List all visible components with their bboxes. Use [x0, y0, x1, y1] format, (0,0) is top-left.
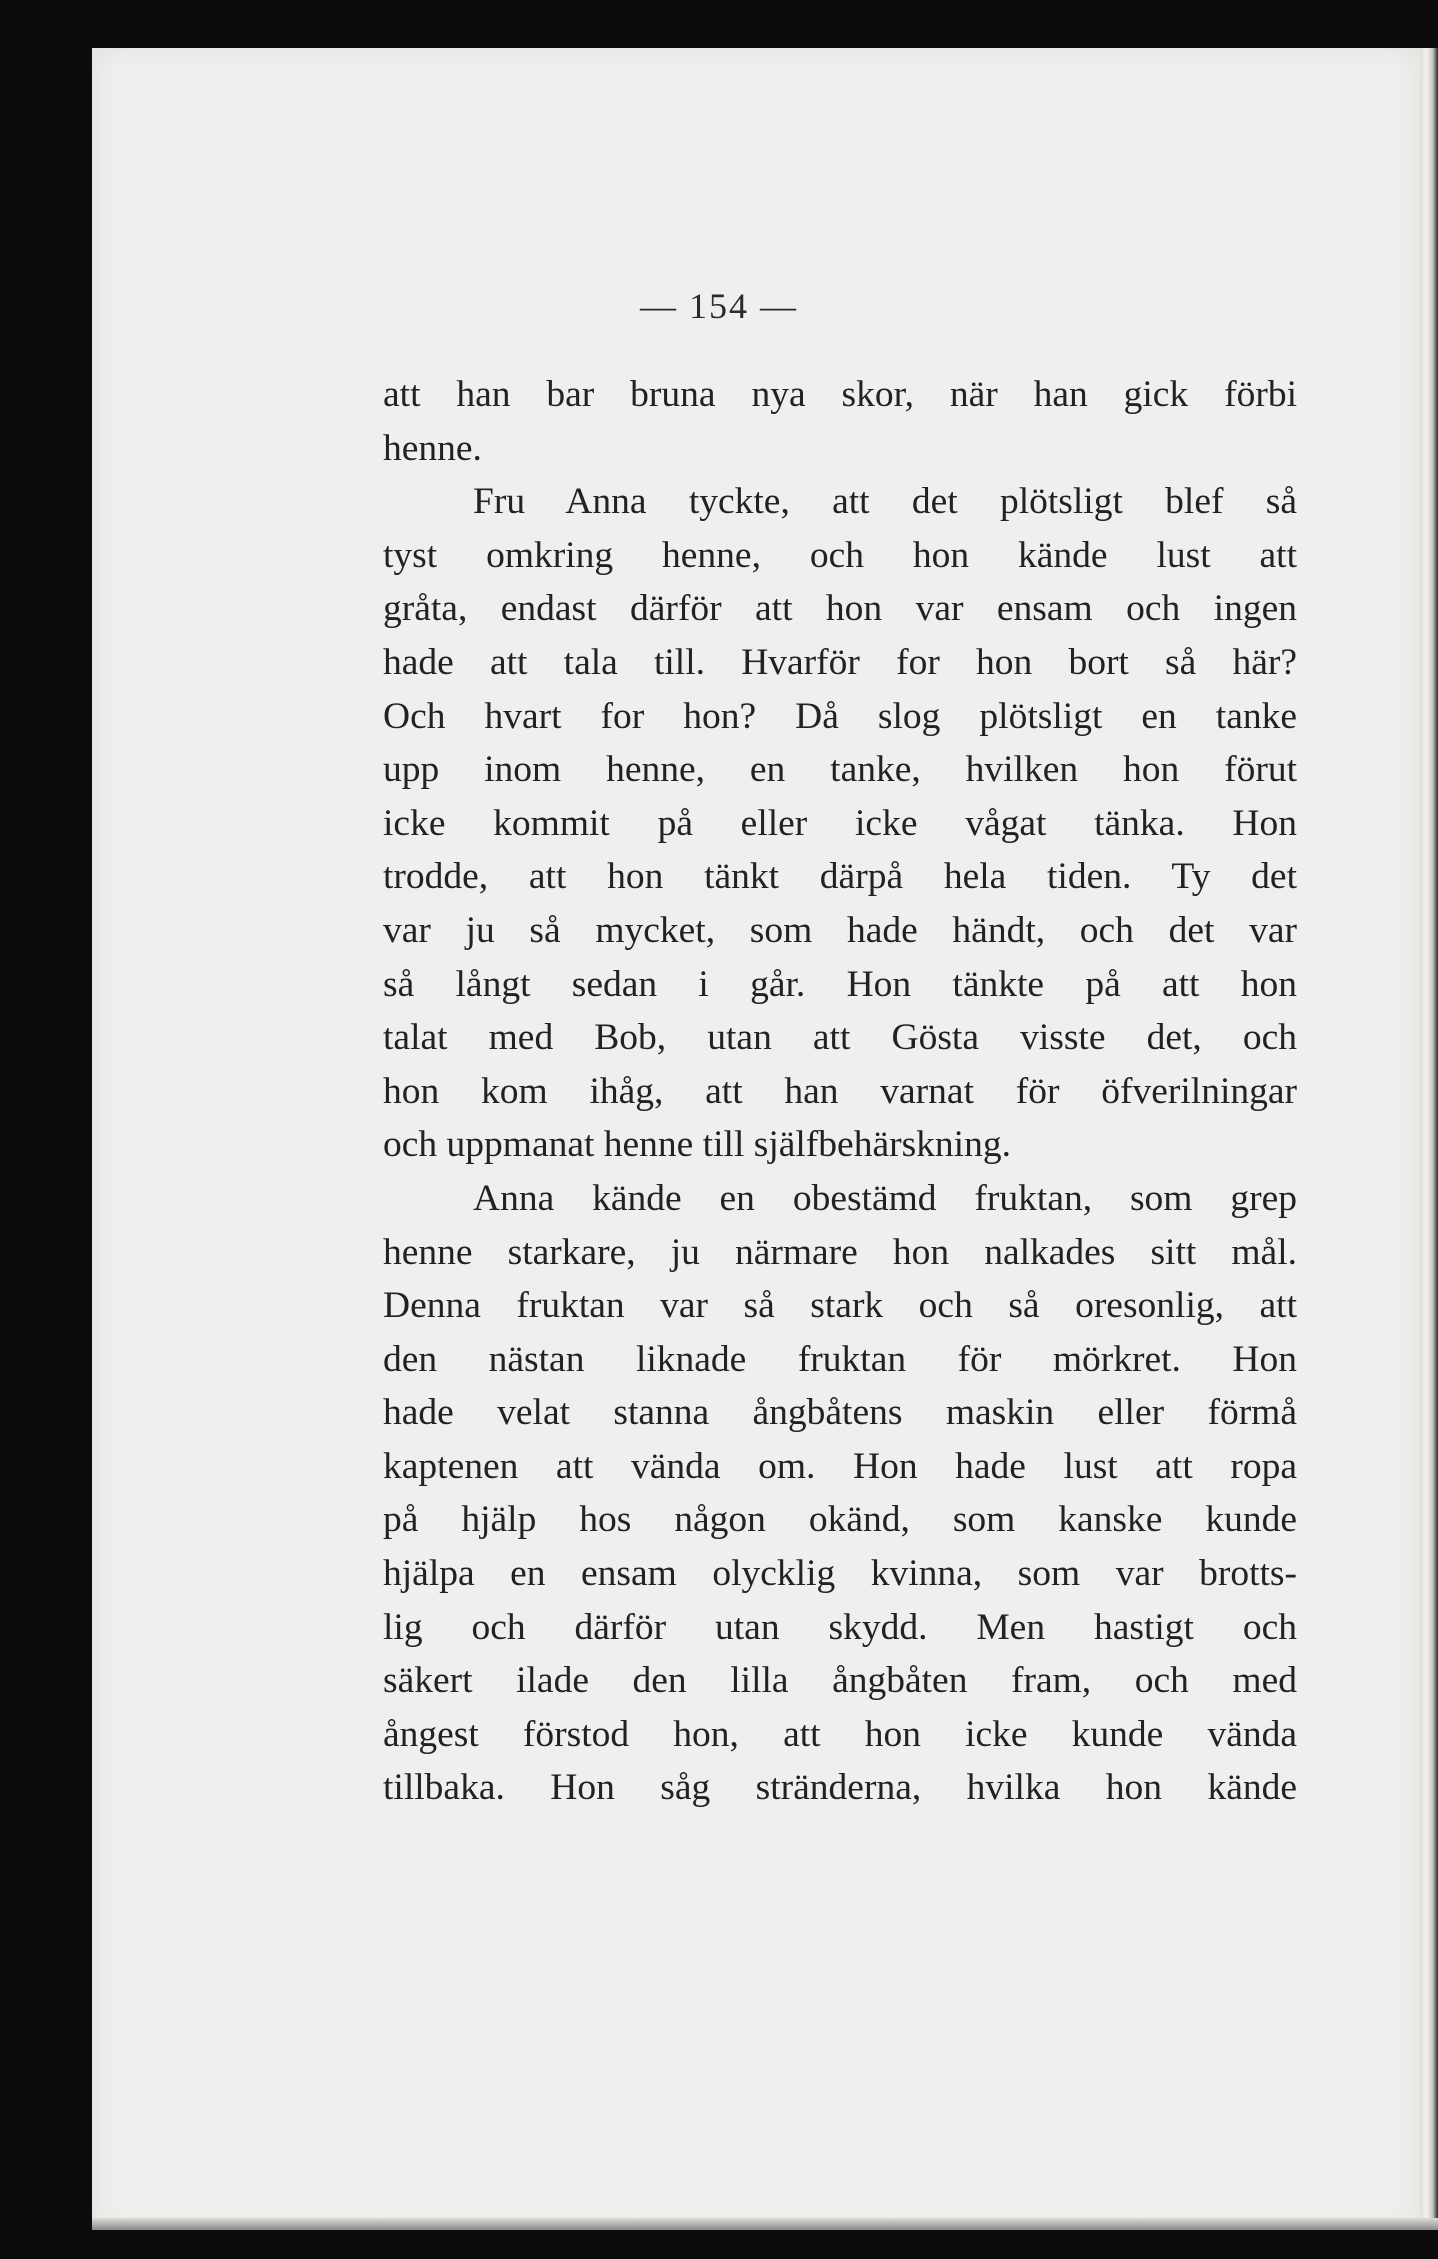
text-line: på hjälp hos någon okänd, som kanske kunde — [383, 1499, 1297, 1541]
text-line: kaptenen att vända om. Hon hade lust att ropa — [383, 1445, 1297, 1487]
text-line: henne starkare, ju närmare hon nalkades sitt mål. — [383, 1231, 1297, 1273]
text-line: och uppmanat henne till själfbehärskning. — [383, 1124, 1011, 1166]
text-line: Fru Anna tyckte, att det plötsligt blef så — [473, 481, 1297, 523]
text-line: Anna kände en obestämd fruktan, som grep — [473, 1177, 1297, 1219]
text-line: gråta, endast därför att hon var ensam och ingen — [383, 588, 1297, 630]
text-line: var ju så mycket, som hade händt, och det var — [383, 909, 1297, 951]
text-line: säkert ilade den lilla ångbåten fram, och med — [383, 1660, 1297, 1702]
text-line: lig och därför utan skydd. Men hastigt och — [383, 1606, 1297, 1648]
text-line: Denna fruktan var så stark och så oresonlig, att — [383, 1285, 1297, 1327]
text-line: ångest förstod hon, att hon icke kunde vända — [383, 1713, 1297, 1755]
text-line: icke kommit på eller icke vågat tänka. Hon — [383, 802, 1297, 844]
page-number-header: — 154 — — [640, 286, 798, 326]
text-line: hon kom ihåg, att han varnat för öfverilningar — [383, 1070, 1297, 1112]
text-line: så långt sedan i går. Hon tänkte på att hon — [383, 963, 1297, 1005]
text-line: hjälpa en ensam olycklig kvinna, som var brotts- — [383, 1553, 1297, 1595]
page-edge-strip — [1420, 48, 1438, 2230]
text-line: den nästan liknade fruktan för mörkret. Hon — [383, 1338, 1297, 1380]
text-line: att han bar bruna nya skor, när han gick förbi — [383, 374, 1297, 415]
text-line: upp inom henne, en tanke, hvilken hon förut — [383, 749, 1297, 791]
text-line: tyst omkring henne, och hon kände lust att — [383, 534, 1297, 576]
text-line: tillbaka. Hon såg stränderna, hvilka hon kände — [383, 1767, 1297, 1809]
text-line: trodde, att hon tänkt därpå hela tiden. Ty det — [383, 856, 1297, 898]
text-line: hade velat stanna ångbåtens maskin eller förmå — [383, 1392, 1297, 1434]
text-line: Och hvart for hon? Då slog plötsligt en tanke — [383, 695, 1297, 737]
body-text — [383, 368, 1297, 1815]
text-line: hade att tala till. Hvarför for hon bort så här? — [383, 641, 1297, 683]
text-line: henne. — [383, 427, 482, 469]
text-line: talat med Bob, utan att Gösta visste det, och — [383, 1017, 1297, 1059]
page-bottom-edge — [92, 2218, 1438, 2230]
